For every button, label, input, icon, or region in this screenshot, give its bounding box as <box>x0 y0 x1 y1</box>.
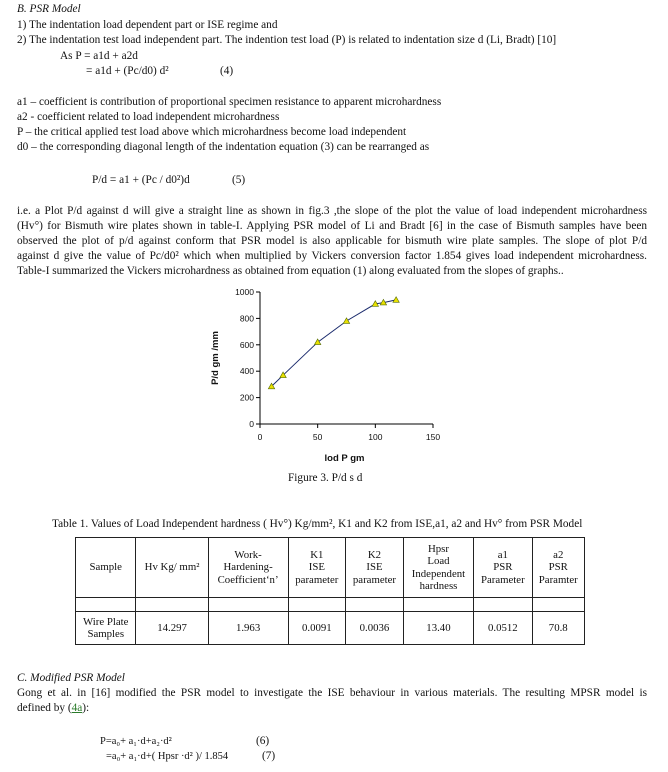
x-tick-label: 50 <box>312 432 323 442</box>
y-tick-label: 600 <box>239 339 254 350</box>
list-item-2: 2) The indentation test load independent part. The indention test load (P) is related to indentation size d (Li, Bradt) [10] <box>17 34 557 46</box>
equation-number-5: (5) <box>232 174 246 186</box>
col-hv-header: Hv Kg/ mm² <box>136 538 208 598</box>
paragraph-line: i.e. a Plot P/d against d will give a straight line as shown in fig.3 ,the slope of the plot the value of load independent microhardness <box>17 205 647 217</box>
table-caption: Table 1. Values of Load Independent hardness ( Hv°) Kg/mm², K1 and K2 from ISE,a1, a2 and Hv° from PSR Model <box>52 518 583 530</box>
y-axis-label: P/d gm /mm <box>210 331 221 385</box>
equation-line-1: As P = a1d + a2d <box>60 50 138 62</box>
definition-a2: a2 - coefficient related to load independent microhardness <box>17 111 280 123</box>
figure-caption: Figure 3. P/d s d <box>288 472 363 484</box>
definition-p: P – the critical applied test load above which microhardness become load independent <box>17 126 407 138</box>
cell-k1: 0.0091 <box>288 612 346 645</box>
paragraph-line: (Hv°) for Bismuth wire plates shown in table-I. Applying PSR model of Li and Bradt [6] in the case of Bismuth samples have been <box>17 220 647 232</box>
paragraph-line: against d give the value of Pc/d0² which when multiplied by Vickers conversion factor 1.854 gives load independent microhardness. <box>17 250 647 262</box>
x-tick-label: 150 <box>425 432 441 442</box>
cell-hv: 14.297 <box>136 612 208 645</box>
section-b-heading: B. PSR Model <box>17 3 81 15</box>
section-c-line-2-start: defined by ( <box>17 702 72 714</box>
series-line <box>272 300 397 387</box>
section-c-heading: C. Modified PSR Model <box>17 672 125 684</box>
y-tick-label: 200 <box>239 392 254 403</box>
definition-d0: d0 – the corresponding diagonal length of the indentation equation (3) can be rearranged as <box>17 141 430 153</box>
col-k2-header: K2 ISE parameter <box>346 538 404 598</box>
x-axis-label: lod P gm <box>324 453 365 464</box>
equation-4a-link[interactable]: 4a <box>71 702 83 714</box>
cell-n: 1.963 <box>208 612 288 645</box>
data-point-marker <box>343 318 349 324</box>
data-point-marker <box>393 297 399 303</box>
col-a2-header: a2 PSR Paramter <box>532 538 584 598</box>
paragraph-line: observed the plot of p/d against conform that PSR model is also applicable for bismuth wire plate samples. The slope of plot P/d <box>17 235 647 247</box>
col-sample-header: Sample <box>76 538 136 598</box>
cell-k2: 0.0036 <box>346 612 404 645</box>
section-c-line-1: Gong et al. in [16] modified the PSR model to investigate the ISE behaviour in various materials. The resulting MPSR model is <box>17 687 647 699</box>
equation-number-4: (4) <box>220 65 234 77</box>
cell-hpsr: 13.40 <box>403 612 473 645</box>
data-point-marker <box>314 339 320 345</box>
col-a1-header: a1 PSR Parameter <box>474 538 532 598</box>
cell-a2: 70.8 <box>532 612 584 645</box>
col-hpsr-header: Hpsr Load Independent hardness <box>403 538 473 598</box>
table-spacer-row <box>76 598 585 612</box>
paragraph-line: Table-I summarized the Vickers microhardness as obtained from equation (1) along evaluated from the slopes of graphs.. <box>17 265 564 277</box>
list-item-1: 1) The indentation load dependent part or ISE regime and <box>17 19 278 31</box>
col-k1-header: K1 ISE parameter <box>288 538 346 598</box>
equation-number-7: (7) <box>262 750 276 762</box>
equation-line-2: = a1d + (Pc/d0) d² <box>86 65 169 77</box>
y-tick-label: 0 <box>249 419 254 429</box>
cell-a1: 0.0512 <box>474 612 532 645</box>
y-tick-label: 400 <box>239 366 254 377</box>
figure-3-chart <box>200 282 460 472</box>
x-tick-label: 0 <box>257 432 263 442</box>
equation-5: P/d = a1 + (Pc / d0²)d <box>92 174 190 186</box>
equation-7: =a₀+ a₁·d+( Hpsr ·d² )/ 1.854 <box>106 751 229 762</box>
section-c-line-2-end: ): <box>82 702 90 714</box>
equation-number-6: (6) <box>256 735 270 747</box>
y-tick-label: 800 <box>239 313 254 324</box>
table-row <box>76 612 585 645</box>
equation-6: P=a₀+ a₁·d+a₂·d² <box>100 736 172 747</box>
table-header-row <box>76 538 585 598</box>
definition-a1: a1 – coefficient is contribution of proportional specimen resistance to apparent microhardness <box>17 96 442 108</box>
x-tick-label: 100 <box>368 432 383 442</box>
cell-sample: Wire Plate Samples <box>76 612 136 645</box>
y-tick-label: 1000 <box>235 287 254 297</box>
values-table <box>75 537 585 645</box>
section-c-line-2 <box>17 702 89 715</box>
col-work-hardening-header: Work- Hardening- Coefficient‘n’ <box>208 538 288 598</box>
